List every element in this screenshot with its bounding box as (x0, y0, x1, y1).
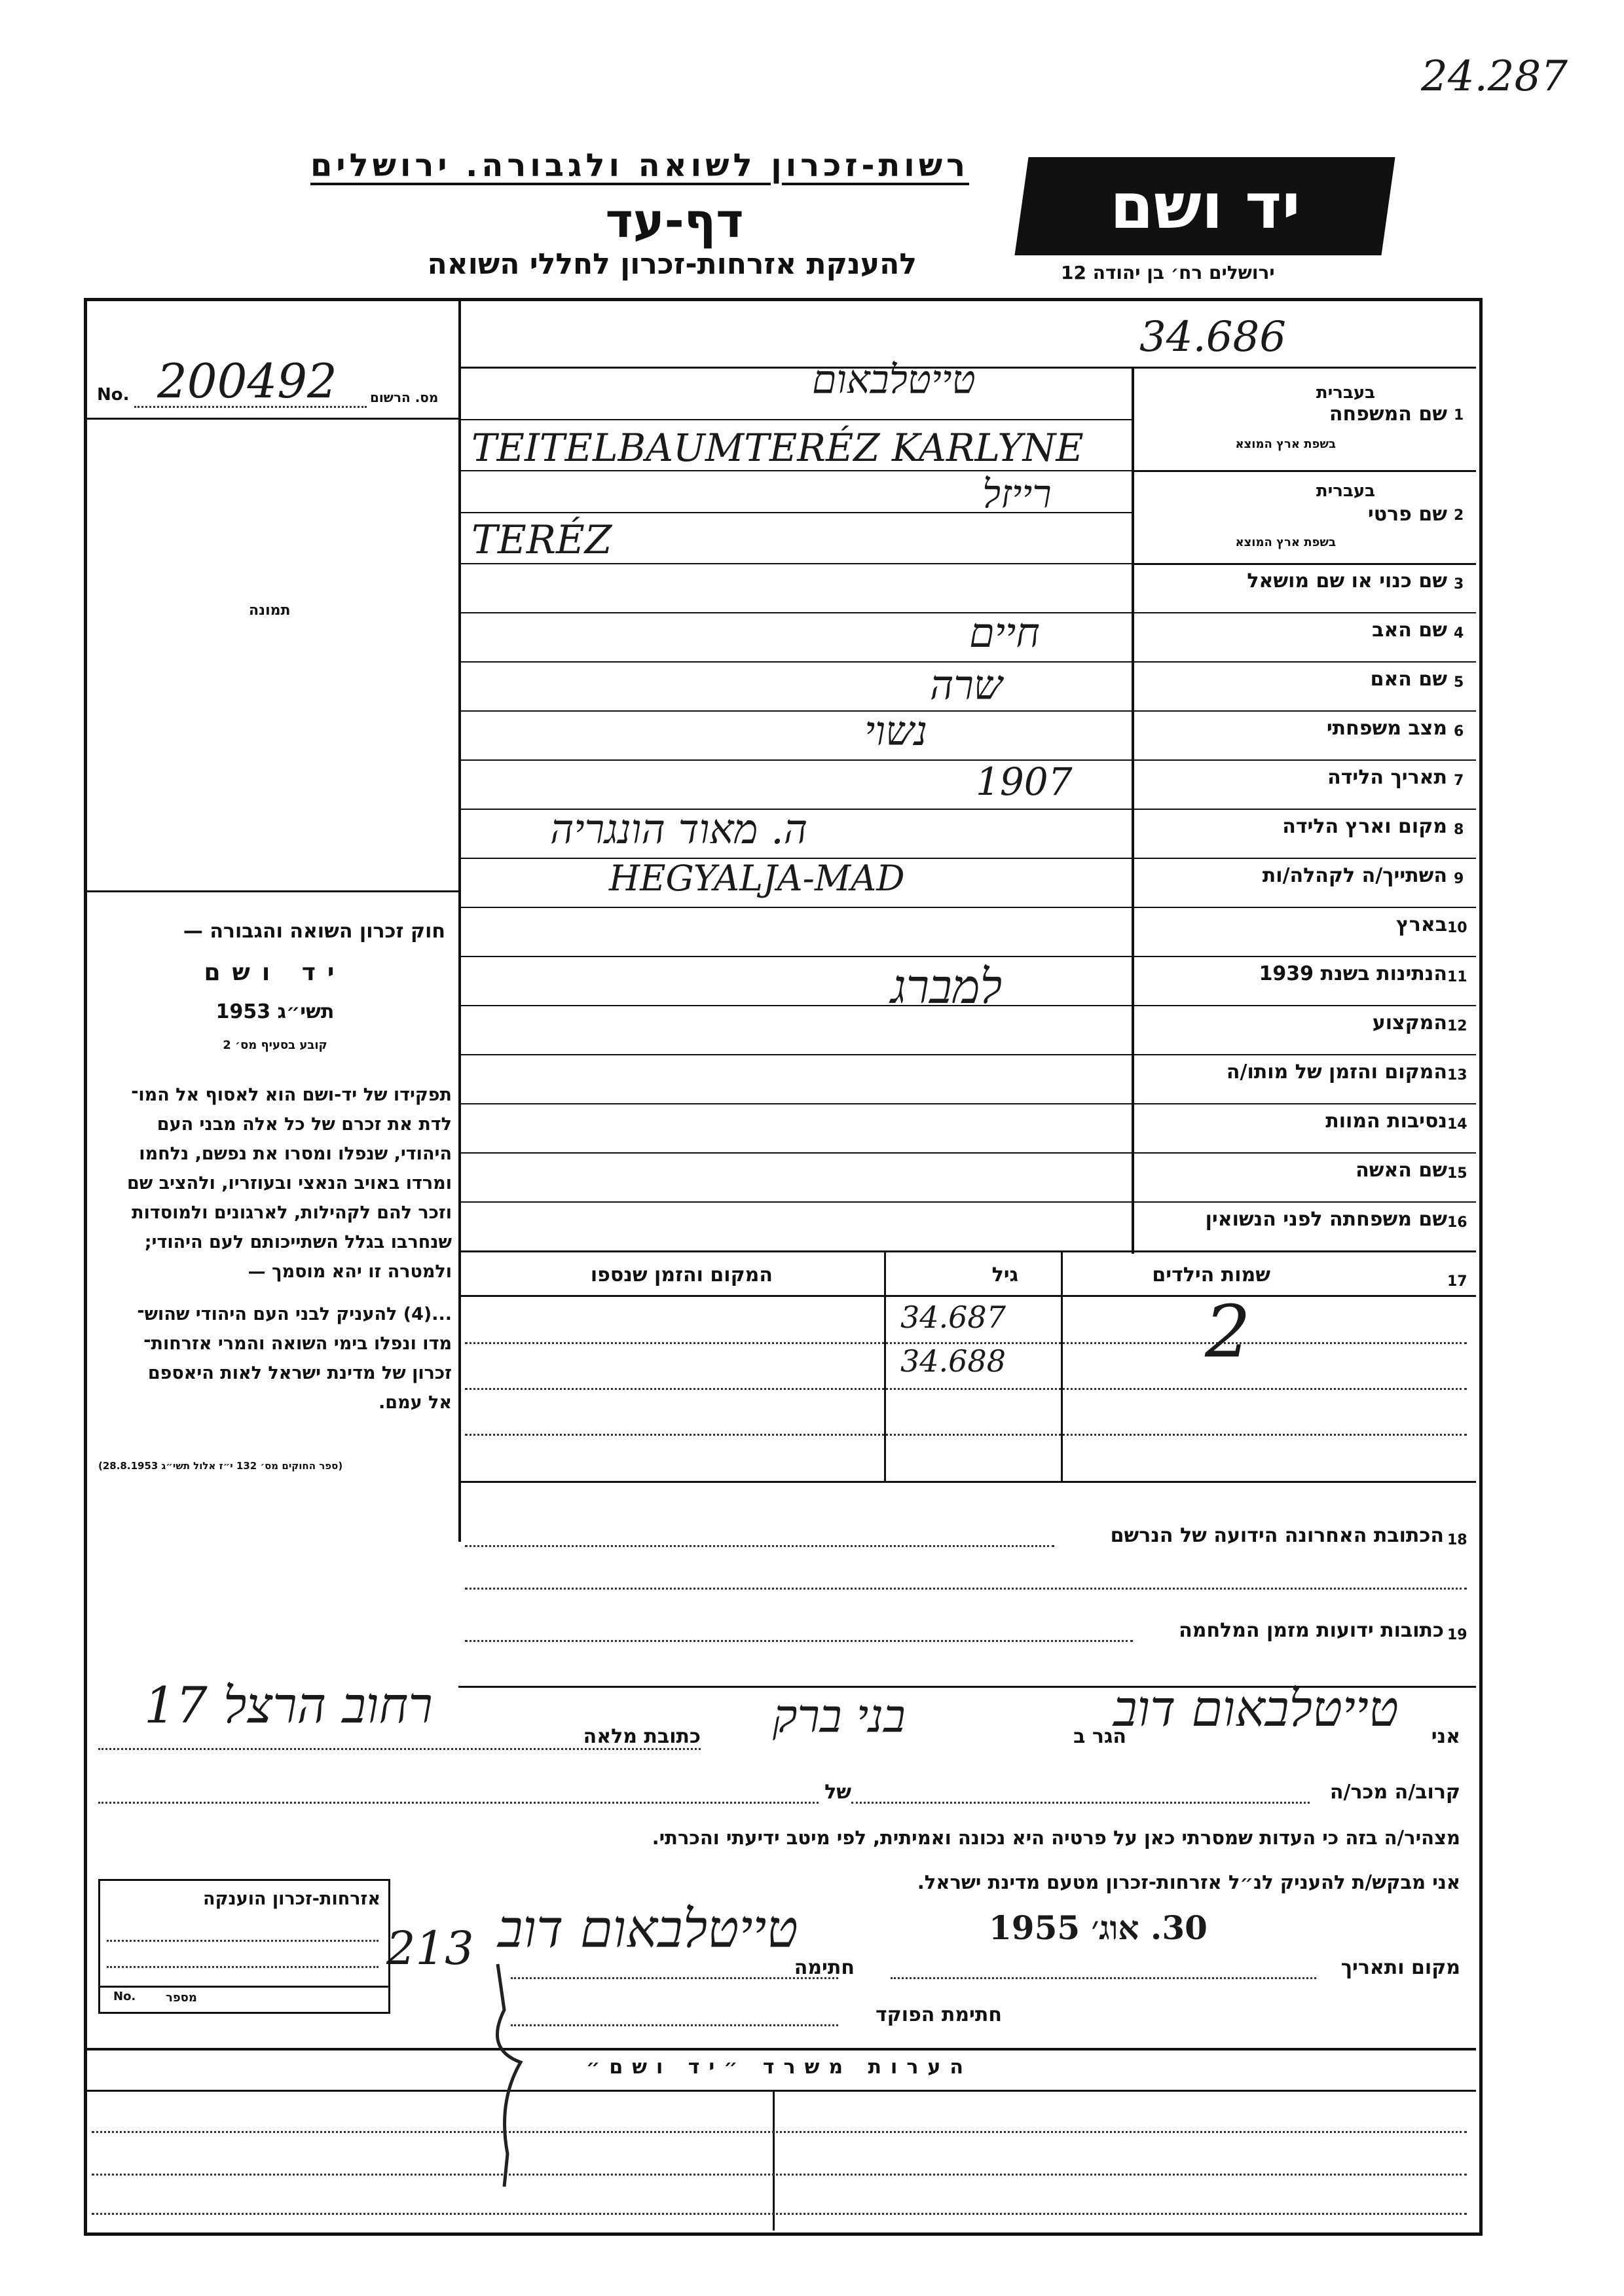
law-name: יד ושם (204, 959, 346, 986)
children-col-place: המקום והזמן שנספו (590, 1264, 773, 1286)
remarks-dots (92, 2174, 1467, 2176)
decl-of-label: של (824, 1781, 851, 1804)
law-p2-line: מדו ונפלו בימי השואה והמרי אזרחות־ (143, 1334, 452, 1354)
photo-label: תמונה (249, 602, 291, 619)
field-2-value-hebrew: רייזל (982, 471, 1052, 517)
law-citation: (ספר החוקים מס׳ 132 י״ז אלול תשי״ג 28.8.1953) (98, 1460, 343, 1472)
no-label: No. (97, 385, 130, 405)
decl-statement-2: אני מבקש/ת להעניק לנ״ל אזרחות-זכרון מטעם מדינת ישראל. (917, 1871, 1460, 1893)
decl-signature-num: 213 (386, 1922, 474, 1975)
field-1-value-hebrew: טייטלבאום (812, 357, 976, 403)
children-count: 2 (1205, 1290, 1251, 1374)
decl-relative-label: קרוב/ה מכר/ה (1329, 1781, 1460, 1804)
law-p1-line: ולמטרה זו יהא מוסמך — (248, 1262, 452, 1282)
field-12-value: למברג (891, 959, 1003, 1014)
yad-vashem-logo (1014, 157, 1395, 255)
stamp-box-title: אזרחות-זכרון הוענקה (203, 1889, 380, 1909)
children-row-dots (465, 1388, 1467, 1390)
decl-full-address-label: כתובת מלאה (583, 1725, 701, 1748)
row-line (458, 759, 1476, 761)
row-line (1132, 470, 1476, 472)
decl-gar-b: הגר ב (1073, 1725, 1126, 1748)
law-year: תשי״ג 1953 (215, 1000, 335, 1023)
field-19-num: 19 (1447, 1627, 1467, 1643)
remarks-dots (92, 2131, 1467, 2133)
photo-box-bottom (84, 890, 458, 892)
registration-dots (134, 406, 367, 408)
field-16-label: שם משפחתה לפני הנשואין (1205, 1208, 1447, 1231)
field-1-sub-top: בעברית (1316, 383, 1375, 403)
field-17-num: 17 (1447, 1273, 1467, 1290)
remarks-dots (92, 2213, 1467, 2215)
field-9-num: 9 (1454, 871, 1464, 887)
decl-place-date-dots (891, 1977, 1316, 1979)
field-7-num: 7 (1454, 773, 1464, 789)
law-p2-line: ...(4) להעניק לבני העם היהודי שהוש־ (137, 1304, 452, 1324)
field-13-num: 13 (1447, 1067, 1467, 1084)
child-ref-1: 34.687 (900, 1300, 1006, 1335)
field-7-label: תאריך הלידה (1327, 766, 1447, 789)
stamp-box-dots (107, 1966, 378, 1968)
decl-statement-1: מצהיר/ה בזה כי העדות שמסרתי כאן על פרטיה היא נכונה ואמיתית, לפי מיטב ידיעתי והכרתי. (652, 1827, 1460, 1849)
field-18-label: הכתובת האחרונה הידועה של הנרשם (1110, 1524, 1444, 1547)
decl-of-dots (98, 1802, 819, 1804)
decl-signature-label: חתימה (794, 1956, 855, 1979)
stamp-box-number-label: מספר (166, 1991, 197, 2005)
row-line (458, 1054, 1476, 1055)
row-line (1132, 563, 1476, 565)
remarks-top-line (84, 2048, 1476, 2050)
address-line: ירושלים רח׳ בן יהודה 12 (1061, 262, 1275, 283)
law-heading: חוק זכרון השואה והגבורה — (183, 920, 445, 943)
signature-scribble (458, 1958, 563, 2193)
decl-place-date-label: מקום ותאריך (1340, 1956, 1460, 1979)
field-9-value: HEGYALJA-MAD (609, 858, 905, 899)
stamp-box-no-label: No. (113, 1990, 136, 2003)
decl-relative-dots (851, 1802, 1310, 1804)
children-col-divider (1061, 1252, 1063, 1482)
field-4-value: חיים (969, 609, 1040, 657)
form-subtitle: להענקת אזרחות-זכרון לחללי השואה (427, 247, 917, 281)
field-5-num: 5 (1454, 674, 1464, 691)
field-2-sub-bottom: בשפת ארץ המוצא (1235, 536, 1336, 549)
law-p1-line: וזכר להם לקהילות, לארגונים ולמוסדות (132, 1203, 452, 1223)
field-7-value: 1907 (976, 759, 1073, 804)
row-line (458, 612, 1476, 613)
law-p2-line: אל עמם. (378, 1393, 452, 1413)
children-col-names: שמות הילדים (1152, 1264, 1270, 1286)
citizenship-stamp-box (98, 1879, 390, 2014)
field-18-dots (465, 1545, 1054, 1547)
field-2-value-latin: TERÉZ (471, 517, 612, 563)
row-line (458, 1250, 1476, 1252)
law-p1-line: לדת את זכרם של כל אלה מבני העם (157, 1114, 452, 1135)
field-18-dots (465, 1588, 1467, 1590)
field-14-label: נסיבות המוות (1325, 1110, 1447, 1133)
remarks-title: הערות משרד ״יד ושם״ (586, 2056, 972, 2079)
law-clause-ref: קובע בסעיף מס׳ 2 (223, 1038, 327, 1052)
field-5-value: שרה (930, 661, 1003, 709)
field-19-label: כתובות ידועות מזמן המלחמה (1179, 1619, 1444, 1642)
row-line (458, 710, 1476, 712)
field-15-label: שם האשה (1356, 1159, 1447, 1182)
children-header-line (458, 1295, 1476, 1297)
children-col-divider (884, 1252, 886, 1482)
field-16-num: 16 (1447, 1214, 1467, 1231)
photo-box-top (84, 418, 458, 420)
remarks-header-line (84, 2090, 1476, 2092)
field-19-dots (465, 1640, 1133, 1642)
field-9-label: השתייך/ה לקהלה/ות (1262, 864, 1447, 887)
field-11-num: 11 (1447, 969, 1467, 985)
field-12-label: המקצוע (1372, 1011, 1447, 1034)
field-1-label: שם המשפחה (1329, 403, 1447, 426)
law-paragraph-2 (92, 1300, 452, 1417)
decl-signature-value: טייטלבאום דוב (498, 1899, 798, 1959)
field-4-num: 4 (1454, 625, 1464, 642)
row-line (458, 1152, 1476, 1154)
registration-number: 200492 (157, 354, 337, 409)
field-12-num: 12 (1447, 1018, 1467, 1034)
row-line (458, 907, 1476, 908)
decl-city: בני ברק (773, 1689, 906, 1743)
registration-label: מס. הרשום (370, 390, 439, 405)
page-ref: 34.686 (1139, 313, 1286, 361)
law-p1-line: ומרדו באויב הנאצי ובעוזריו, ולהציב שם (126, 1173, 452, 1194)
form-title: דף-עד (605, 193, 744, 248)
field-2-num: 2 (1454, 507, 1464, 524)
field-10-num: 10 (1447, 920, 1467, 936)
field-11-label: הנתינות בשנת 1939 (1259, 962, 1447, 985)
law-p1-line: היהודי, שנפלו ומסרו את נפשם, נלחמו (139, 1144, 452, 1164)
decl-ani: אני (1431, 1725, 1460, 1748)
field-1-value-latin: TEITELBAUMTERÉZ KARLYNE (471, 426, 1084, 470)
decl-full-address: רחוב הרצל 17 (144, 1676, 433, 1734)
row-line (458, 419, 1132, 420)
archive-number: 24.287 (1421, 52, 1568, 101)
logo-text: יד ושם (1109, 170, 1301, 243)
field-14-num: 14 (1447, 1116, 1467, 1133)
authority-line: רשות-זכרון לשואה ולגבורה. ירושלים (310, 147, 969, 184)
field-2-label: שם פרטי (1367, 503, 1447, 526)
row-line (458, 563, 1132, 564)
law-paragraph-1 (92, 1080, 452, 1286)
field-18-num: 18 (1447, 1532, 1467, 1548)
field-6-value: נשוי (864, 707, 928, 755)
children-bottom-line (458, 1481, 1476, 1483)
row-line (458, 1201, 1476, 1203)
field-1-sub-bottom: בשפת ארץ המוצא (1235, 437, 1336, 451)
stamp-box-dots (107, 1940, 378, 1942)
field-6-label: מצב משפחתי (1326, 717, 1447, 740)
field-8-label: מקום וארץ הלידה (1282, 815, 1447, 838)
label-column-divider (1132, 367, 1134, 1254)
decl-officer-label: חתימת הפוקד (876, 2003, 1002, 2026)
field-13-label: המקום והזמן של מותו/ה (1226, 1061, 1447, 1084)
row-line (458, 1103, 1476, 1104)
decl-address-dots (98, 1748, 701, 1750)
law-p2-line: זכרון של מדינת ישראל לאות היאספם (147, 1363, 452, 1383)
field-1-num: 1 (1454, 407, 1464, 424)
remarks-col-divider (773, 2090, 775, 2231)
field-5-label: שם האם (1370, 668, 1447, 691)
children-row-dots (465, 1434, 1467, 1436)
field-8-value: ה. מאוד הונגריה (550, 805, 808, 853)
children-col-age: גיל (991, 1264, 1018, 1286)
law-p1-line: שנחרבו בגלל השתייכותם לעם היהודי; (144, 1232, 452, 1252)
field-3-num: 3 (1454, 576, 1464, 592)
field-10-label: בארץ (1395, 913, 1447, 936)
child-ref-2: 34.688 (900, 1343, 1006, 1379)
decl-declarant: טייטלבאום דוב (1113, 1679, 1399, 1738)
field-3-label: שם כנוי או שם מושאל (1247, 570, 1447, 592)
law-p1-line: תפקידו של יד-ושם הוא לאסוף אל המו־ (131, 1085, 452, 1105)
field-6-num: 6 (1454, 723, 1464, 740)
row-line (458, 956, 1476, 957)
decl-date-value: 30. אוג׳ 1955 (989, 1908, 1208, 1947)
field-2-sub-top: בעברית (1316, 481, 1375, 501)
field-8-num: 8 (1454, 822, 1464, 838)
field-4-label: שם האב (1372, 619, 1447, 642)
field-15-num: 15 (1447, 1165, 1467, 1182)
left-column-divider (458, 298, 461, 1542)
